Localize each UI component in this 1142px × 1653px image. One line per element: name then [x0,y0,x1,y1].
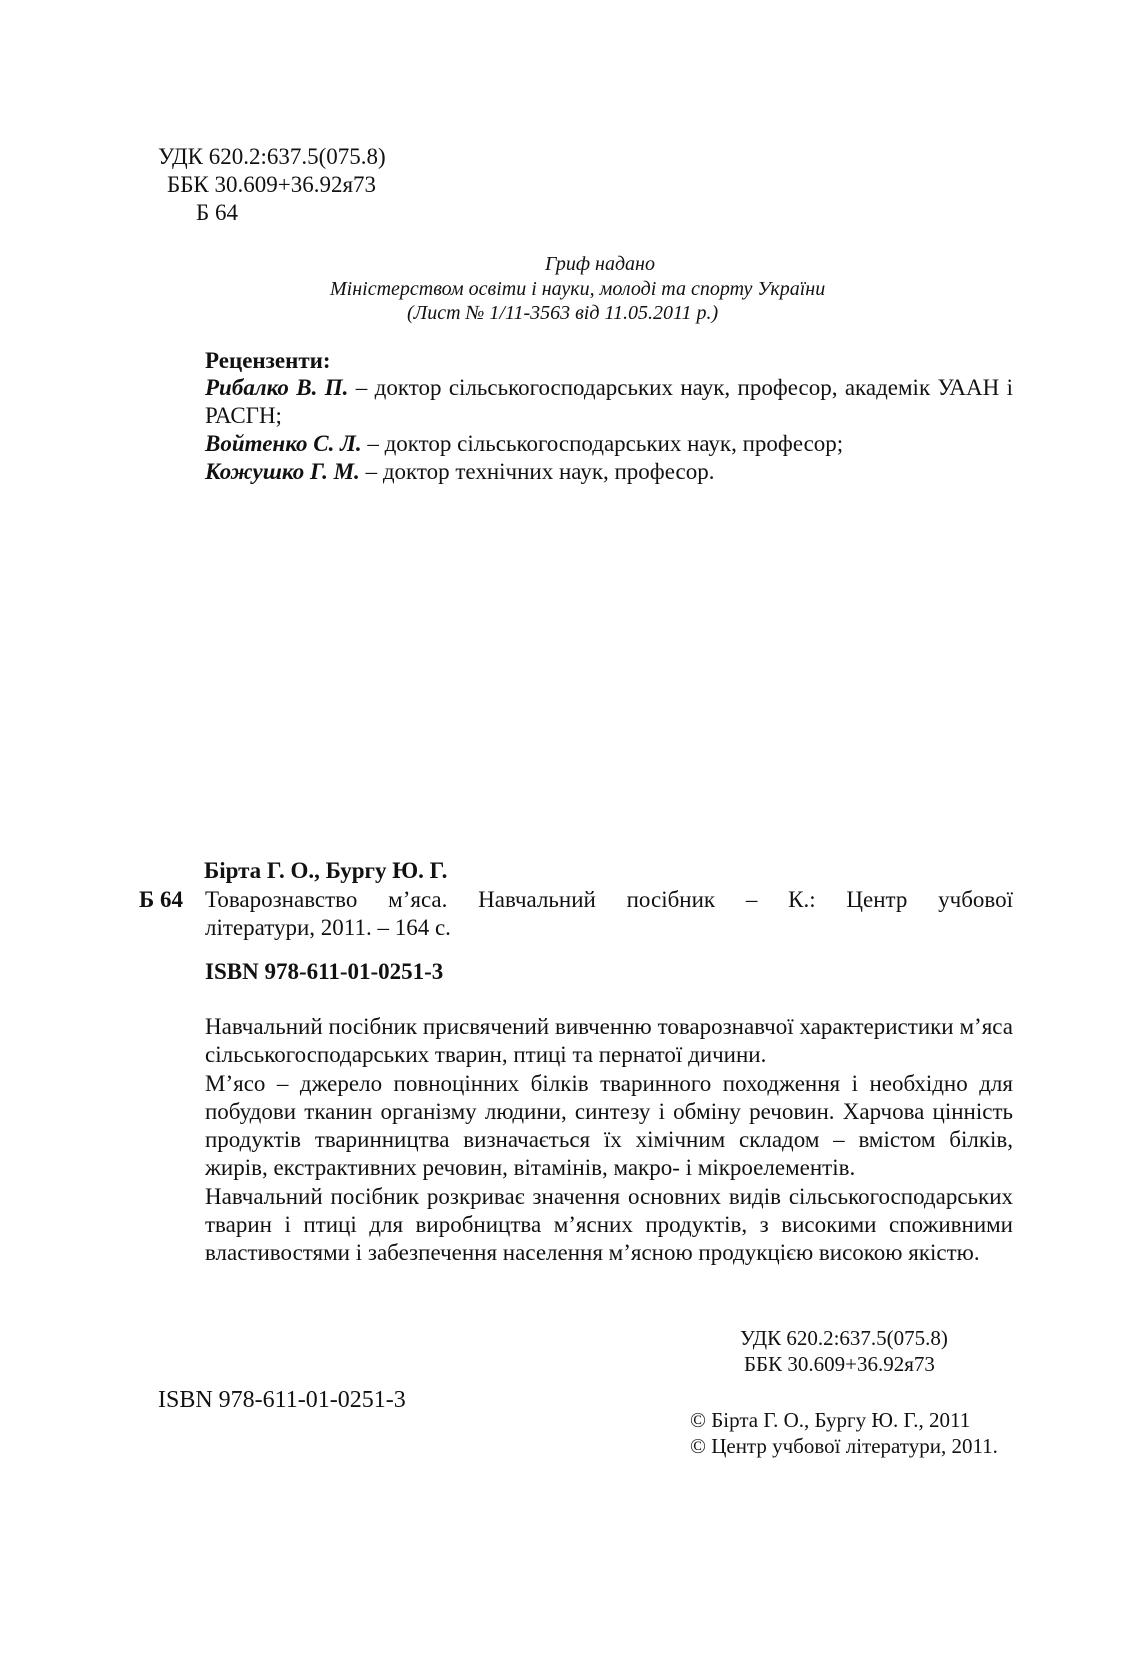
reviewer-3 [205,458,714,486]
footer-udk: УДК 620.2:637.5(075.8) [740,1326,948,1350]
reviewers-heading: Рецензенти: [205,348,331,373]
catalog-isbn: ISBN 978-611-01-0251-3 [205,959,444,984]
footer-bbk: ББК 30.609+36.92я73 [744,1352,935,1376]
copyright-authors: © Бірта Г. О., Бургу Ю. Г., 2011 [690,1408,971,1432]
approval-line-3: (Лист № 1/11-3563 від 11.05.2011 р.) [407,302,719,324]
author-index: Б 64 [196,200,238,225]
approval-line-1: Гриф надано [545,253,655,275]
reviewer-2-desc: – доктор сільськогосподарських наук, професор; [361,431,844,456]
reviewer-3-desc: – доктор технічних наук, професор. [359,459,715,484]
abstract [205,1013,1013,1268]
reviewer-3-name: Кожушко Г. М. [205,459,360,484]
udk-code: УДК 620.2:637.5(075.8) [158,144,386,169]
catalog-title-line-1: Товарознавство м’яса. Навчальний посібник – К.: Центр учбової [205,887,1013,912]
abstract-paragraph-1: Навчальний посібник присвячений вивченню товарознавчої характеристики м’яса сільськогосподарських тварин, птиці та пернатої дичини. [205,1014,1013,1068]
catalog-title-line-2: літератури, 2011. – 164 с. [205,915,451,940]
footer-isbn: ISBN 978-611-01-0251-3 [158,1387,406,1413]
approval-line-2: Міністерством освіти і науки, молоді та спорту України [330,278,826,300]
bbk-code: ББК 30.609+36.92я73 [167,172,377,197]
reviewer-2 [205,430,843,458]
catalog-index: Б 64 [139,887,183,912]
reviewer-1 [205,374,1013,430]
abstract-paragraph-2: М’ясо – джерело повноцінних білків тваринного походження і необхідно для побудови тканин організму людини, синтезу і обміну речовин. Харчова цінність продуктів тваринництва визначається їх хімічним складом – вмістом білків, жирів, екстрактивних речовин, вітамінів, макро- і мікроелементів. [205,1070,1013,1181]
copyright-publisher: © Центр учбової літератури, 2011. [690,1434,998,1458]
reviewer-1-desc: – доктор сільськогосподарських наук, професор, академік УААН і РАСГН; [205,375,1013,428]
catalog-authors: Бірта Г. О., Бургу Ю. Г. [204,858,448,883]
reviewer-1-name: Рибалко В. П. [205,375,349,400]
reviewer-2-name: Войтенко С. Л. [205,431,362,456]
abstract-paragraph-3: Навчальний посібник розкриває значення основних видів сільськогосподарських тварин і птиці для виробництва м’ясних продуктів, з високими споживними властивостями і забезпечення населення м’ясною продукцією високою якістю. [205,1183,1013,1266]
